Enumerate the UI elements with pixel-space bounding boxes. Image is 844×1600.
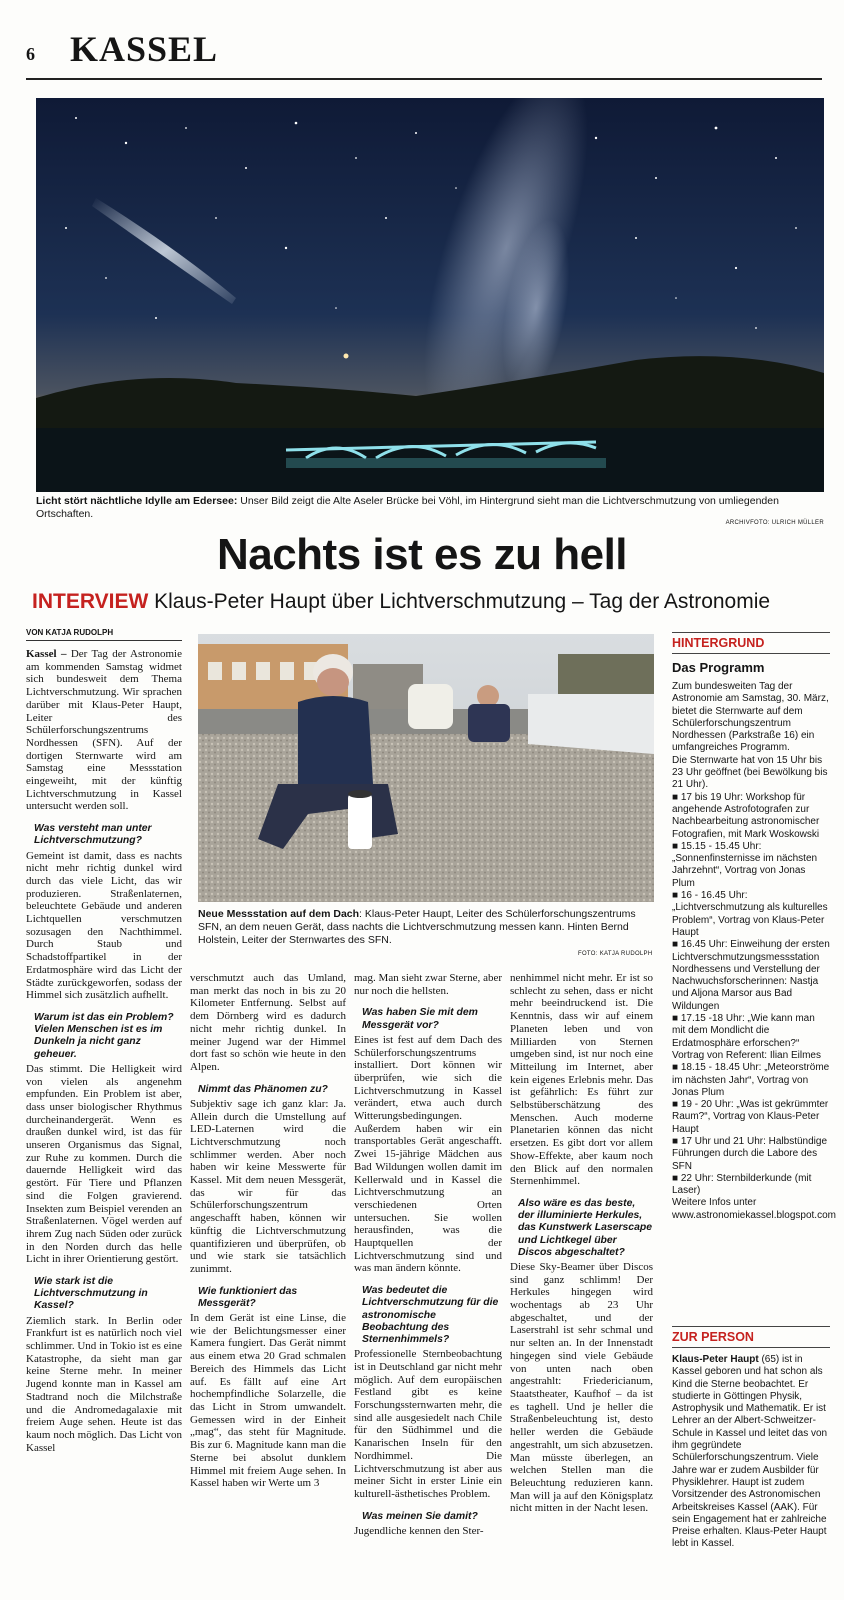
interview-answer: Das stimmt. Die Helligkeit wird von vielen als angenehm empfunden. Ein Problem ist aber, dass unser biologischer Rhythmus durcheinandergerät. Wenn es draußen dunkel wird, ist das für unseren Organismus das Signal, zur Ruhe zu kommen. Durch die dauernde Helligkeit wird das gestört. Für Tiere und Pflanzen sind die Folgen gravierend. Insekten zum Beispiel verenden an Straßenlaternen. Vögel werden auf ihrem Zug nach Süden oder zurück in den Norden durch das helle Licht in ihrer Orientierung gestört.: [26, 1062, 182, 1266]
sidebar-paragraph: Die Sternwarte hat von 15 Uhr bis 23 Uhr geöffnet (bei Bewölkung bis 21 Uhr).: [672, 754, 828, 791]
sidebar-heading: ZUR PERSON: [672, 1326, 830, 1348]
interview-answer: Eines ist fest auf dem Dach des Schülerforschungszentrums installiert. Dort können wir überprüfen, wie sich die Lichtverschmutzung in Kassel verändert, etwa auch durch Witterungsbedingungen. Außerdem haben wir ein transportables Gerät angeschafft. Zwei 15-jährige Mädchen aus Bad Wildungen wollen damit im Kellerwald und in Kassel die Lichtverschmutzung an verschiedenen Orten untersuchen. Sie wollen herausfinden, was die Hauptquellen der Lichtverschmutzung sind und was man ändern könnte.: [354, 1033, 502, 1275]
article-column-2: [190, 972, 346, 1492]
sidebar-title: Das Programm: [672, 660, 765, 675]
subheadline-text: Klaus-Peter Haupt über Lichtverschmutzung – Tag der Astronomie: [148, 590, 771, 613]
program-item: ■ 17.15 -18 Uhr: „Wie kann man mit dem Mondlicht die Erdatmosphäre erforschen?“ Vortrag von Referent: Ilian Eilmes: [672, 1013, 821, 1061]
interview-answer: verschmutzt auch das Umland, man merkt das noch in bis zu 20 Kilometer Entfernung. Selbst auf dem Dörnberg wird es dadurch nicht mehr richtig dunkel. In meiner Jugend war der Himmel dort fast so schön wie heute in den Alpen.: [190, 972, 346, 1073]
sidebar-intro: Zum bundesweiten Tag der Astronomie am Samstag, 30. März, bietet die Sternwarte auf dem Schülerforschungszentrum Nordhessen (Parkstraße 16) ein umfangreiches Programm.: [672, 681, 829, 754]
sidebar-outro: Weitere Infos unter www.astronomiekassel.blogspot.com: [672, 1197, 836, 1221]
program-item: ■ 16.45 Uhr: Einweihung der ersten Lichtverschmutzungsmessstation Nordhessens und Verstellung der Nachwuchsforscherinnen: Nastja und Aljona Marsor aus Bad Wildungen: [672, 939, 830, 1012]
program-item: ■ 17 bis 19 Uhr: Workshop für angehende Astrofotografen zur Nachbearbeitung astronomischer Fotografien, mit Mark Woskowski: [672, 791, 820, 840]
night-sky-photo: [36, 98, 824, 492]
interview-question: Wie funktioniert das Messgerät?: [198, 1285, 298, 1309]
photo-caption: [36, 495, 824, 521]
interview-answer: Ziemlich stark. In Berlin oder Frankfurt ist es natürlich noch viel schlimmer. Und in Tokio ist es eine Katastrophe, da sieht man gar keine Sterne mehr. In meiner Jugend konnte man in Kassel am Stadtrand noch die Milchstraße und die Andromedagalaxie mit freiem Auge sehen. Heute ist das kaum noch möglich. Das Licht von Kassel: [26, 1314, 182, 1454]
interview-answer: Subjektiv sage ich ganz klar: Ja. Allein durch die Umstellung auf LED-Laternen wird die Lichtverschmutzung noch schlimmer werden. Aber noch haben wir keine Messwerte für Kassel. Mit dem neuen Messgerät, das wir für das Schülerforschungszentrum angeschafft haben, können wir künftig die Lichtverschmutzung quantifizieren und überprüfen, ob und wie stark sie tatsächlich zunimmt.: [190, 1097, 346, 1275]
rooftop-illustration: [198, 634, 654, 902]
article-column-4: [510, 972, 653, 1517]
interview-question: Was meinen Sie damit?: [362, 1510, 478, 1522]
page-number: 6: [26, 44, 35, 64]
sidebar-program: [672, 632, 836, 1222]
night-sky-illustration: [36, 98, 824, 492]
interview-answer: nenhimmel nicht mehr. Er ist so schlecht zu sehen, dass er nicht mehr beeindruckend ist. Die Kenntnis, dass wir auf einem Planeten leben und von Milliarden von Sternen umgeben sind, ist nur noch eine Mitteilung im Internet, aber kein eigenes Erlebnis mehr. Das ist gefährlich: Es führt zur Selbstüberschätzung des Menschen. Auch moderne Planetarien können das nicht ersetzen. Es gibt dort vor allem Show-Effekte, aber kaum noch den Blick auf den normalen Sternenhimmel.: [510, 972, 653, 1188]
section-title: KASSEL: [70, 29, 219, 69]
caption-text: Unser Bild zeigt die Alte Aseler Brücke bei Vöhl, im Hintergrund sieht man die Lichtverschmutzung von umliegenden Ortschaften.: [36, 495, 779, 520]
interview-question: Wie stark ist die Lichtverschmutzung in Kassel?: [34, 1276, 148, 1312]
program-item: ■ 19 - 20 Uhr: „Was ist gekrümmter Raum?“, Vortrag von Klaus-Peter Haupt: [672, 1099, 829, 1135]
subheadline-kicker: INTERVIEW: [32, 590, 149, 613]
caption-lead: Licht stört nächtliche Idylle am Edersee:: [36, 495, 238, 507]
headline: Nachts ist es zu hell: [216, 530, 628, 579]
article-column-1: [26, 648, 182, 1456]
program-item: ■ 18.15 - 18.45 Uhr: „Meteorströme im nächsten Jahr“, Vortrag von Jonas Plum: [672, 1062, 830, 1098]
photo-caption: [198, 908, 654, 947]
byline: VON KATJA RUDOLPH: [26, 628, 182, 641]
program-item: ■ 17 Uhr und 21 Uhr: Halbstündige Führungen durch die Labore des SFN: [672, 1135, 828, 1172]
rooftop-photo: [198, 634, 654, 902]
paragraph: Der Tag der Astronomie am kommenden Samstag widmet sich bundesweit dem Thema Lichtverschmutzung. Wir sprachen darüber mit Klaus-Peter Haupt, Leiter des Schülerforschungszentrums Nordhessen (SFN). Auf der dortigen Sternwarte wird am Samstag eine Messstation eingeweiht, mit der künftig Lichtverschmutzung in Kassel untersucht werden soll.: [26, 648, 182, 813]
program-item: ■ 16 - 16.45 Uhr: „Lichtverschmutzung als kulturelles Problem“, Vortrag von Klaus-Peter Haupt: [672, 890, 828, 938]
program-item: ■ 22 Uhr: Sternbilderkunde (mit Laser): [672, 1172, 812, 1197]
interview-question: Nimmt das Phänomen zu?: [198, 1083, 328, 1095]
sidebar-heading: HINTERGRUND: [672, 632, 830, 654]
interview-question: Was haben Sie mit dem Messgerät vor?: [362, 1007, 478, 1031]
interview-answer: mag. Man sieht zwar Sterne, aber nur noch die hellsten.: [354, 972, 502, 997]
header-rule: [26, 78, 822, 80]
interview-question: Warum ist das ein Problem? Vielen Menschen ist es im Dunkeln ja nicht ganz geheuer.: [34, 1011, 174, 1060]
caption-lead: Neue Messstation auf dem Dach: [198, 908, 360, 920]
program-item: ■ 15.15 - 15.45 Uhr: „Sonnenfinsternisse im nächsten Jahrzehnt“, Vortrag von Jonas Plum: [672, 840, 818, 889]
interview-answer: Diese Sky-Beamer über Discos sind ganz schlimm! Der Herkules hingegen wird wochentags ab 23 Uhr abgeschaltet, und der Laserstrahl ist sehr schmal und nur selten an. In der Innenstadt hingegen sind viele Gebäude von unten nach oben angestrahlt: Friedericianum, Staatstheater, Kaufhof – da ist es taghell. Und je heller die Straßenbeleuchtung ist, desto heller werden die Gebäude angestrahlt, um sich abzusetzen. Man müsste überlegen, an welchen Stellen man die Beleuchtung reduzieren kann. Man will ja auf den Königsplatz nicht mitten in der Nacht lesen.: [510, 1260, 653, 1515]
interview-answer: Gemeint ist damit, dass es nachts nicht mehr richtig dunkel wird durch das viele Licht, das wir produzieren. Straßenlaternen, beleuchtete Gebäude und anderen Lichtquellen verschmutzen sozusagen den Nachthimmel. Durch Staub und Schadstoffpartikel in der Erdatmosphäre wird das Licht der Städte zurückgeworfen, sodass der Himmel sich zusätzlich aufhellt.: [26, 849, 182, 1002]
photo-credit: FOTO: KATJA RUDOLPH: [578, 951, 653, 957]
interview-question: Was versteht man unter Lichtverschmutzung?: [34, 823, 152, 847]
caption-text: : Klaus-Peter Haupt, Leiter des Schülerforschungszentrums SFN, an dem neuen Gerät, dass nachts die Lichtverschmutzung messen kann. Hinten Bernd Holstein, Leiter der Sternwartes des SFN.: [198, 908, 636, 946]
dateline: Kassel –: [26, 648, 67, 660]
interview-answer: Professionelle Sternbeobachtung ist in Deutschland gar nicht mehr möglich. Auf dem europäischen Festland gibt es keine Forschungssternwarten mehr, die sind alle ausgesiedelt nach Chile für den Südhimmel und die Kanarischen Inseln für den Nordhimmel. Die Lichtverschmutzung ist aber aus meiner Sicht in erster Linie ein kulturell-ästhetisches Problem.: [354, 1348, 502, 1500]
photo-credit: ARCHIVFOTO: ULRICH MÜLLER: [725, 520, 824, 526]
person-name: Klaus-Peter Haupt: [672, 1354, 759, 1365]
interview-question: Also wäre es das beste, der illuminierte Herkules, das Kunstwerk Laserscape und Lichtkegel über Discos abgeschaltet?: [518, 1197, 652, 1258]
interview-question: Was bedeutet die Lichtverschmutzung für die astronomische Beobachtung des Sternenhimmels?: [362, 1285, 499, 1345]
subheadline: [32, 590, 832, 614]
interview-answer: In dem Gerät ist eine Linse, die wie der Belichtungsmesser einer Kamera fungiert. Das Gerät nimmt aus einem etwa 20 Grad schmalen Bereich des Himmels das Licht auf. Es fällt auf eine Art hochempfindliche Solarzelle, die das Licht in Strom umwandelt. Gemessen wird in der Einheit „mag“, das steht für Magnitude. Bis zur 6. Magnitude kann man die Sterne bei absolut dunklem Himmel mit freiem Auge sehen. In Kassel haben wir Werte um 3: [190, 1312, 346, 1490]
interview-answer: Jugendliche kennen den Ster-: [354, 1524, 484, 1537]
person-bio: (65) ist in Kassel geboren und hat schon als Kind die Sterne beobachtet. Er studierte in Göttingen Physik, Astrophysik und Mathematik. Er ist Lehrer an der Albert-Schweitzer-Schule in Kassel und leitet das von ihm gegründete Schülerforschungszentrum. Viele Jahre war er zudem Ausbilder für Physiklehrer. Haupt ist zudem Vorsitzender des Astronomischen Arbeitskreises Kassel (AAK). Für sein Engagement hat er zahlreiche Preise erhalten. Klaus-Peter Haupt lebt in Kassel.: [672, 1354, 828, 1550]
sidebar-person: [672, 1326, 830, 1551]
article-column-3: [354, 972, 502, 1540]
